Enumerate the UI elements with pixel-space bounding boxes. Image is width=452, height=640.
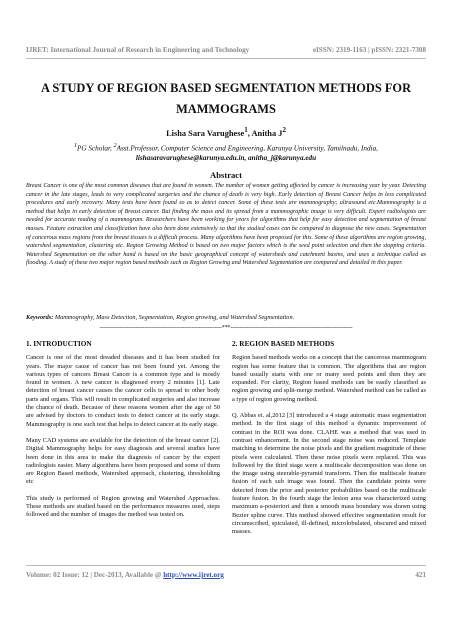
intro-heading: 1. INTRODUCTION: [26, 339, 92, 348]
journal-link[interactable]: http://www.ijret.org: [163, 571, 224, 579]
affiliation: [26, 141, 426, 163]
right-column: [232, 340, 426, 545]
keywords-text: Mammography, Mass Detection, Segmentation, Region growing, and Watershed Segmentation.: [53, 314, 295, 321]
affil-part-2: Asst.Professor, Computer Science and Engineering, Karunya University, Tamilnadu, India,: [116, 144, 378, 153]
title-line-1: A STUDY OF REGION BASED SEGMENTATION METHODS FOR: [40, 81, 412, 95]
author-2-sup: 2: [282, 126, 286, 134]
affil-sup-1: 1: [74, 143, 78, 149]
region-paragraph-2: Q. Abbas et. al,2012 [3] introduced a 4 stage automatic mass segmentation method. In the first stage of this method a dynamic improvement of contrast in the ROI was done. CLAHE was a method that was used in contrast enhancement. In the second stage noise was reduced. Template matching to determine the noise pixels and the gradient magnitude of these pixels were calculated. Then these noise pixels were replaced. This was followed by the third stage were a multiscale decomposition was done on the image using steerable-pyramid transform. Then the multiscale feature fusion of each sub image was found. Then the candidate points were detected from the prior and posterior probabilities based on the multiscale feature fusion. In the fourth stage the lesion area was characterized using maximum a-posteriori and then a smooth mass boundary was drawn using Bezier spline curve. This method showed effective segmentation result for circumscribed, spiculated, ill-defined, microlobulated, obscured and mixed masses.: [232, 412, 426, 536]
affil-part-1: PG Scholar,: [77, 144, 114, 153]
intro-paragraph-1: Cancer is one of the most dreaded diseases and it has been studied for years. The major cause of cancer has not been found yet. Among the various types of cancers Breast Cancer is a common type and is mostly found in women. A new cancer is diagnosed every 2 minutes [1]. Late detection of breast cancer causes the cancer cells to spread to other body parts and organs. This will result in complicated surgeries and also increase the chance of death. Because of these reasons women after the age of 50 are advised by doctors to conduct tests to detect cancer at its early stage. Mammography is one such test that helps to detect cancer at its early stage.: [26, 354, 220, 428]
journal-name: IJRET: International Journal of Research in Engineering and Technology: [26, 46, 250, 54]
region-heading: 2. REGION BASED METHODS: [232, 339, 335, 348]
title-line-2: MAMMOGRAMS: [176, 102, 276, 116]
author-1-sup: 1: [244, 126, 248, 134]
issn-text: eISSN: 2319-1163 | pISSN: 2321-7308: [312, 46, 426, 54]
affil-sup-2: 2: [113, 143, 117, 149]
abstract-text: Breast Cancer is one of the most common diseases that are found in women. The number of women getting affected by cancer is increasing year by year. Detecting cancer in the late stages, leads to very complicated surgeries and the chance of death is very high. Early detection of Breast Cancer helps in less complicated procedures and early recovery. Many tests have been found so as to detect cancer. Some of these tests are mammography; ultrasound etc.Mammography is a method that helps in early detection of Breast cancer. But finding the mass and its spread from a mammographic image is very difficult. Expert radiologists are needed for accurate reading of a mammogram. Researchers have been working for years for algorithms that help for easy detection and segmentation of breast masses. Feature extraction and classification have also been done extensively so that the studied cases can be compared to diagnose the new cases. Segmentation of cancerous mass regions from the breast tissues is a difficult process. Many algorithms have been proposed for this. Some of these algorithms are region growing, watershed segmentation, clustering etc. Region Growing Method is based on two major factors which is the seed point selection and then the stopping criteria. Watershed Segmentation on the other hand is based on the basic geographical concept of watersheds and catchment basins, and uses a technique called as flooding. A study of these two major region based methods such as Region Growing and Watershed Segmentation are compared and detailed in this paper.: [26, 183, 426, 267]
region-paragraph-1: Region based methods works on a concept that the cancerous mammogram region has some feature that is common. The algorithms that are region based usually starts with one or many seed points and then they are expanded. For clarity, Region based methods can be easily classified as region growing and split-merge method. Watershed method can be called as a type of region growing method.: [232, 354, 426, 403]
intro-paragraph-2: Many CAD systems are available for the detection of the breast cancer [2]. Digital Mammography helps for easy diagnosis and several studies have been done in this area to make the diagnosis of cancer by the expert radiologists easier. Many algorithms have been proposed and some of them are Region Based methods, Watershed approach, clustering, thresholding etc: [26, 436, 220, 486]
affiliation-line: [26, 141, 426, 153]
journal-header: [26, 46, 426, 54]
page-number: 421: [415, 571, 426, 579]
author-1: Lisha Sara Varughese: [166, 128, 245, 138]
author-separator: ,: [247, 128, 252, 138]
author-2: Anitha J: [251, 128, 283, 138]
paper-title: [26, 78, 426, 120]
intro-paragraph-3: This study is performed of Region growing and Watershed Approaches. These methods are studied based on the performance measures used, steps followed and the number of images the method was tested on.: [26, 494, 220, 519]
footer-volume: [26, 571, 224, 579]
footer-volume-text: Volume: 02 Issue: 12 | Dec-2013, Available @: [26, 571, 164, 579]
left-column: [26, 340, 220, 528]
abstract-heading: Abstract: [210, 170, 242, 180]
footer-rule: [26, 565, 426, 566]
author-emails: lishasaravarughese@karunya.edu.in, anitha_j@karunya.edu: [135, 154, 317, 163]
header-rule: [26, 58, 426, 59]
keywords-label: Keywords:: [26, 314, 54, 321]
page-footer: [26, 571, 426, 579]
keywords: [26, 314, 426, 323]
section-divider: --------------------------------------------------------------------***--------------------------------------------------------------------: [99, 325, 353, 331]
authors: [26, 126, 426, 138]
